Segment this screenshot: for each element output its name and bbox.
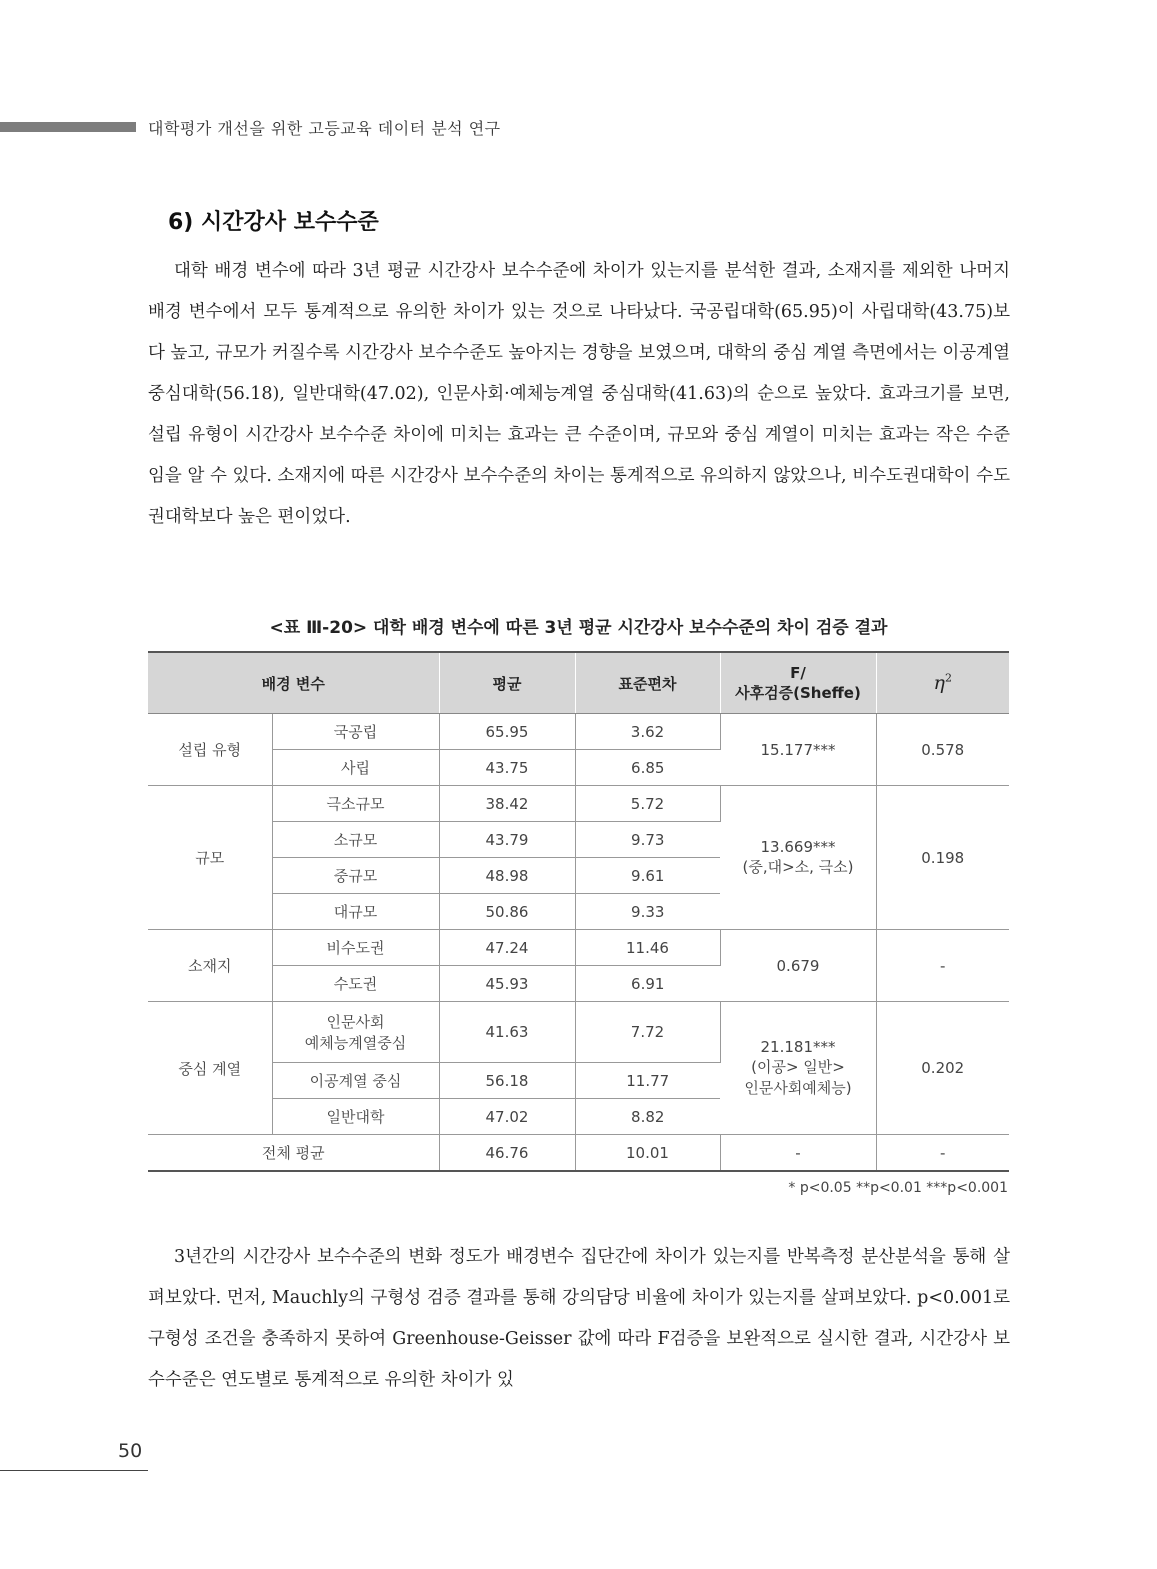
table-row: [148, 930, 1009, 966]
table-total-row: [148, 1135, 1009, 1172]
sd-cell: 10.01: [575, 1135, 720, 1172]
sub-label: 수도권: [272, 966, 439, 1002]
eta-cell: 0.578: [876, 714, 1009, 786]
sd-cell: 6.91: [575, 966, 720, 1002]
mean-cell: 38.42: [439, 786, 575, 822]
sub-label: 국공립: [272, 714, 439, 750]
eta-cell: 0.202: [876, 1002, 1009, 1135]
sub-label: [272, 1002, 439, 1063]
sd-cell: 9.33: [575, 894, 720, 930]
sub-label-line2: 예체능계열중심: [304, 1034, 407, 1052]
sub-label: 극소규모: [272, 786, 439, 822]
mean-cell: 47.24: [439, 930, 575, 966]
header-bar: [0, 122, 136, 132]
mean-cell: 46.76: [439, 1135, 575, 1172]
header-eta: [876, 652, 1009, 714]
f-cell: 0.679: [720, 930, 876, 1002]
f-cell: 15.177***: [720, 714, 876, 786]
table-row: [148, 1002, 1009, 1063]
running-header: 대학평가 개선을 위한 고등교육 데이터 분석 연구: [148, 119, 501, 138]
body-paragraph-2: 3년간의 시간강사 보수수준의 변화 정도가 배경변수 집단간에 차이가 있는지를 반복측정 분산분석을 통해 살펴보았다. 먼저, Mauchly의 구형성 검증 결과를 통해 강의담당 비율에 차이가 있는지를 살펴보았다. p<0.001로 구형성 조건을 충족하지 못하여 Greenhouse-Geisser 값에 따라 F검증을 보완적으로 실시한 결과, 시간강사 보수수준은 연도별로 통계적으로 유의한 차이가 있: [148, 1247, 1010, 1390]
sd-cell: 8.82: [575, 1099, 720, 1135]
footer-rule: [0, 1470, 148, 1471]
sd-cell: 3.62: [575, 714, 720, 750]
header-f-line1: F/: [790, 663, 806, 682]
table-caption: <표 Ⅲ-20> 대학 배경 변수에 따른 3년 평균 시간강사 보수수준의 차이 검증 결과: [269, 618, 888, 638]
f-value: 21.181***: [760, 1038, 836, 1056]
f-cell: [720, 786, 876, 930]
total-label: 전체 평균: [148, 1135, 439, 1172]
mean-cell: 45.93: [439, 966, 575, 1002]
sd-cell: 9.61: [575, 858, 720, 894]
sub-label: 대규모: [272, 894, 439, 930]
mean-cell: 43.79: [439, 822, 575, 858]
f-posthoc: (중,대>소, 극소): [742, 858, 854, 876]
mean-cell: 43.75: [439, 750, 575, 786]
sub-label: 일반대학: [272, 1099, 439, 1135]
mean-cell: 48.98: [439, 858, 575, 894]
eta-symbol: η: [933, 672, 945, 695]
header-sd: 표준편차: [575, 652, 720, 714]
sub-label-line1: 인문사회: [326, 1013, 385, 1031]
header-mean: 평균: [439, 652, 575, 714]
header-f: [720, 652, 876, 714]
f-posthoc-line2: 인문사회예체능): [744, 1079, 852, 1097]
mean-cell: 41.63: [439, 1002, 575, 1063]
sub-label: 이공계열 중심: [272, 1063, 439, 1099]
group-label: 소재지: [148, 930, 272, 1002]
section-title: 6) 시간강사 보수수준: [168, 210, 379, 235]
eta-cell: 0.198: [876, 786, 1009, 930]
sd-cell: 9.73: [575, 822, 720, 858]
mean-cell: 65.95: [439, 714, 575, 750]
sd-cell: 11.46: [575, 930, 720, 966]
sub-label: 비수도권: [272, 930, 439, 966]
sd-cell: 6.85: [575, 750, 720, 786]
sd-cell: 7.72: [575, 1002, 720, 1063]
f-cell: [720, 1002, 876, 1135]
page-number: 50: [118, 1440, 143, 1462]
table-header-row: [148, 652, 1009, 714]
table-note: * p<0.05 **p<0.01 ***p<0.001: [788, 1180, 1008, 1196]
eta-cell: -: [876, 930, 1009, 1002]
mean-cell: 56.18: [439, 1063, 575, 1099]
sub-label: 사립: [272, 750, 439, 786]
f-posthoc-line1: (이공> 일반>: [751, 1058, 845, 1076]
group-label: 설립 유형: [148, 714, 272, 786]
group-label: 중심 계열: [148, 1002, 272, 1135]
sub-label: 소규모: [272, 822, 439, 858]
body-paragraph-1: 대학 배경 변수에 따라 3년 평균 시간강사 보수수준에 차이가 있는지를 분석한 결과, 소재지를 제외한 나머지 배경 변수에서 모두 통계적으로 유의한 차이가 있는 것으로 나타났다. 국공립대학(65.95)이 사립대학(43.75)보다 높고, 규모가 커질수록 시간강사 보수수준도 높아지는 경향을 보였으며, 대학의 중심 계열 측면에서는 이공계열 중심대학(56.18), 일반대학(47.02), 인문사회·예체능계열 중심대학(41.63)의 순으로 높았다. 효과크기를 보면, 설립 유형이 시간강사 보수수준 차이에 미치는 효과는 큰 수준이며, 규모와 중심 계열이 미치는 효과는 작은 수준임을 알 수 있다. 소재지에 따른 시간강사 보수수준의 차이는 통계적으로 유의하지 않았으나, 비수도권대학이 수도권대학보다 높은 편이었다.: [148, 261, 1010, 527]
mean-cell: 50.86: [439, 894, 575, 930]
sub-label: 중규모: [272, 858, 439, 894]
f-cell: -: [720, 1135, 876, 1172]
data-table: [148, 651, 1009, 1172]
eta-exponent: 2: [944, 671, 952, 685]
table-row: [148, 786, 1009, 822]
sd-cell: 11.77: [575, 1063, 720, 1099]
sd-cell: 5.72: [575, 786, 720, 822]
group-label: 규모: [148, 786, 272, 930]
header-variable: 배경 변수: [148, 652, 439, 714]
header-f-line2: 사후검증(Sheffe): [735, 683, 861, 702]
f-value: 13.669***: [760, 838, 836, 856]
table-row: [148, 714, 1009, 750]
eta-cell: -: [876, 1135, 1009, 1172]
mean-cell: 47.02: [439, 1099, 575, 1135]
